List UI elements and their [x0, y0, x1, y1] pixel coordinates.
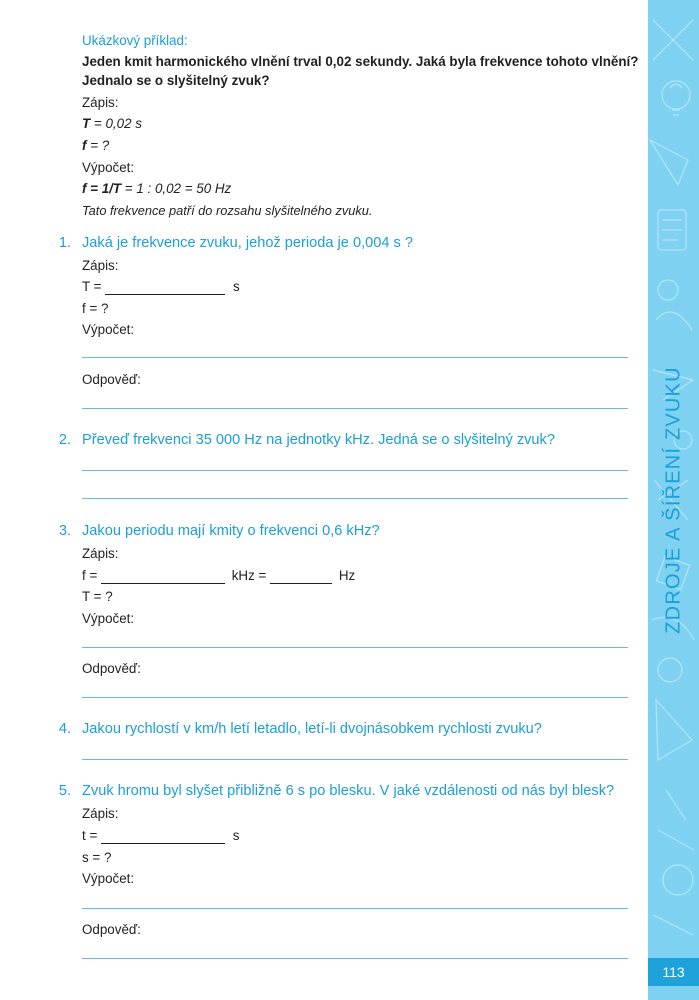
task-1-t-prefix: T =	[82, 279, 102, 294]
task-1-number: 1.	[58, 235, 71, 251]
task-1-zapis: Zápis:	[82, 258, 119, 273]
example-formula-bold: f = 1/T	[82, 181, 122, 196]
task-5-unknown: s = ?	[82, 850, 112, 865]
task-3-khz-label: kHz =	[231, 568, 267, 583]
example-conclusion: Tato frekvence patří do rozsahu slyšitelného zvuku.	[82, 203, 373, 218]
example-problem-line1: Jeden kmit harmonického vlnění trval 0,02 sekundy. Jaká byla frekvence tohoto vlnění?	[82, 54, 639, 69]
task-1-odpoved: Odpověď:	[82, 372, 141, 387]
task-3-f-prefix: f =	[82, 568, 98, 583]
example-given-t	[82, 116, 142, 132]
task-3-given-line	[82, 568, 355, 584]
task-1-t-blank[interactable]	[105, 282, 225, 295]
task-5-answer-line[interactable]	[82, 958, 628, 959]
task-2-answer-line-1[interactable]	[82, 470, 628, 471]
task-5-number: 5.	[58, 783, 71, 799]
example-vypocet-label: Výpočet:	[82, 160, 135, 175]
task-5-t-blank[interactable]	[101, 831, 225, 844]
chapter-title: ZDROJE A ŠÍŘENÍ ZVUKU	[662, 366, 685, 634]
task-3-hz-blank[interactable]	[270, 571, 332, 584]
task-1-calc-line[interactable]	[82, 357, 628, 358]
task-1-unknown: f = ?	[82, 301, 109, 316]
task-3-unknown: T = ?	[82, 589, 113, 604]
task-3-vypocet: Výpočet:	[82, 611, 135, 626]
task-4-answer-line[interactable]	[82, 759, 628, 760]
task-2-number: 2.	[58, 432, 71, 448]
example-f-var: f	[82, 138, 87, 153]
task-5-vypocet: Výpočet:	[82, 871, 135, 886]
task-5-given-line	[82, 828, 239, 844]
task-2-answer-line-2[interactable]	[82, 498, 628, 499]
task-1-question: Jaká je frekvence zvuku, jehož perioda je 0,004 s ?	[82, 235, 413, 251]
task-5-calc-line[interactable]	[82, 908, 628, 909]
task-1-vypocet: Výpočet:	[82, 322, 135, 337]
task-3-zapis: Zápis:	[82, 546, 119, 561]
task-3-khz-blank[interactable]	[101, 571, 225, 584]
task-5-question: Zvuk hromu byl slyšet přibližně 6 s po blesku. V jaké vzdálenosti od nás byl blesk?	[82, 783, 615, 799]
example-given-f	[82, 138, 109, 154]
task-3-answer-line[interactable]	[82, 697, 628, 698]
task-2-question: Převeď frekvenci 35 000 Hz na jednotky kHz. Jedná se o slyšitelný zvuk?	[82, 432, 555, 448]
task-5-odpoved: Odpověď:	[82, 922, 141, 937]
example-formula-result: = 1 : 0,02 = 50 Hz	[121, 181, 232, 196]
task-3-odpoved: Odpověď:	[82, 661, 141, 676]
example-t-var: T	[82, 116, 91, 131]
page-number: 113	[648, 958, 699, 986]
task-5-t-unit: s	[232, 828, 240, 843]
task-5-t-prefix: t =	[82, 828, 98, 843]
task-1-given-line	[82, 279, 240, 295]
example-problem-line2: Jednalo se o slyšitelný zvuk?	[82, 73, 270, 88]
task-3-calc-line[interactable]	[82, 647, 628, 648]
task-1-t-unit: s	[232, 279, 240, 294]
example-zapis-label: Zápis:	[82, 95, 119, 110]
task-5-zapis: Zápis:	[82, 806, 119, 821]
task-1-answer-line[interactable]	[82, 408, 628, 409]
example-f-value: = ?	[86, 138, 110, 153]
task-4-number: 4.	[58, 721, 71, 737]
task-3-hz-unit: Hz	[338, 568, 356, 583]
task-4-question: Jakou rychlostí v km/h letí letadlo, letí-li dvojnásobkem rychlosti zvuku?	[82, 721, 542, 737]
example-heading: Ukázkový příklad:	[82, 33, 188, 48]
task-3-question: Jakou periodu mají kmity o frekvenci 0,6 kHz?	[82, 523, 380, 539]
example-formula	[82, 181, 231, 197]
task-3-number: 3.	[58, 523, 71, 539]
example-t-value: = 0,02 s	[90, 116, 142, 131]
